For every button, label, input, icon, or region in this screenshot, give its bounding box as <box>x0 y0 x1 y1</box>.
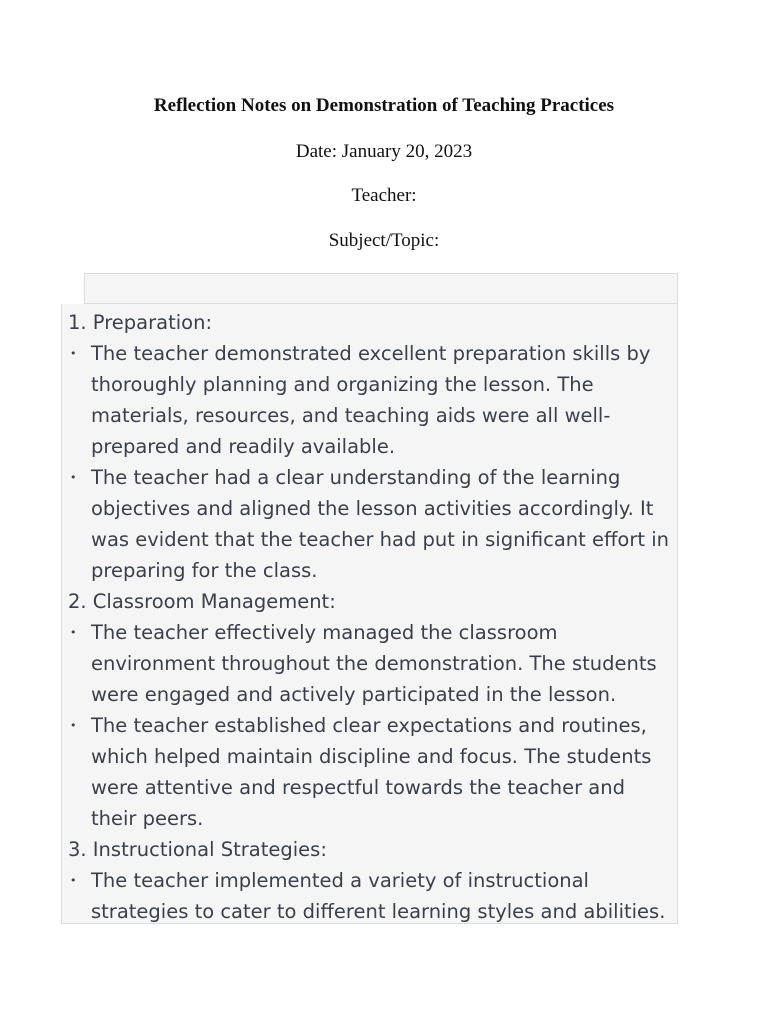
bullet-text-line: prepared and readily available. <box>91 435 396 458</box>
blank-field-box <box>84 273 678 304</box>
section-heading: 1. Preparation: <box>68 311 213 334</box>
bullet-text-line: The teacher effectively managed the classroom <box>91 621 558 644</box>
notes-list <box>68 307 676 924</box>
list-item <box>68 710 676 834</box>
notes-panel <box>61 304 678 924</box>
bullet-icon: • <box>70 719 77 732</box>
list-item <box>68 617 676 710</box>
bullet-icon: • <box>70 626 77 639</box>
bullet-text-line: objectives and aligned the lesson activities accordingly. It <box>91 497 654 520</box>
bullet-text-line: were attentive and respectful towards the teacher and <box>91 776 625 799</box>
bullet-text-line: materials, resources, and teaching aids were all well- <box>91 404 611 427</box>
bullet-text-line: The teacher had a clear understanding of the learning <box>91 466 621 489</box>
list-item <box>68 865 676 924</box>
bullet-text-line: which helped maintain discipline and focus. The students <box>91 745 652 768</box>
page-title: Reflection Notes on Demonstration of Teaching Practices <box>153 95 615 116</box>
section-heading: 3. Instructional Strategies: <box>68 838 327 861</box>
bullet-text-line: The teacher implemented a variety of instructional <box>91 869 589 892</box>
bullet-text-line: The teacher established clear expectations and routines, <box>91 714 647 737</box>
section-heading: 2. Classroom Management: <box>68 590 336 613</box>
bullet-text-line: their peers. <box>91 807 204 830</box>
bullet-text-line: The teacher demonstrated excellent preparation skills by <box>91 342 651 365</box>
bullet-icon: • <box>70 347 77 360</box>
list-item <box>68 462 676 586</box>
bullet-text-line: was evident that the teacher had put in significant effort in <box>91 528 670 551</box>
bullet-text-line: preparing for the class. <box>91 559 318 582</box>
teacher-line: Teacher: <box>351 185 417 206</box>
bullet-text-line: environment throughout the demonstration. The students <box>91 652 657 675</box>
bullet-text-line: thoroughly planning and organizing the lesson. The <box>91 373 594 396</box>
bullet-icon: • <box>70 471 77 484</box>
date-line: Date: January 20, 2023 <box>295 141 473 162</box>
bullet-text-line: strategies to cater to different learning styles and abilities. <box>91 900 666 923</box>
subject-line: Subject/Topic: <box>328 230 440 251</box>
list-item <box>68 338 676 462</box>
bullet-icon: • <box>70 874 77 887</box>
bullet-text-line: were engaged and actively participated in the lesson. <box>91 683 617 706</box>
